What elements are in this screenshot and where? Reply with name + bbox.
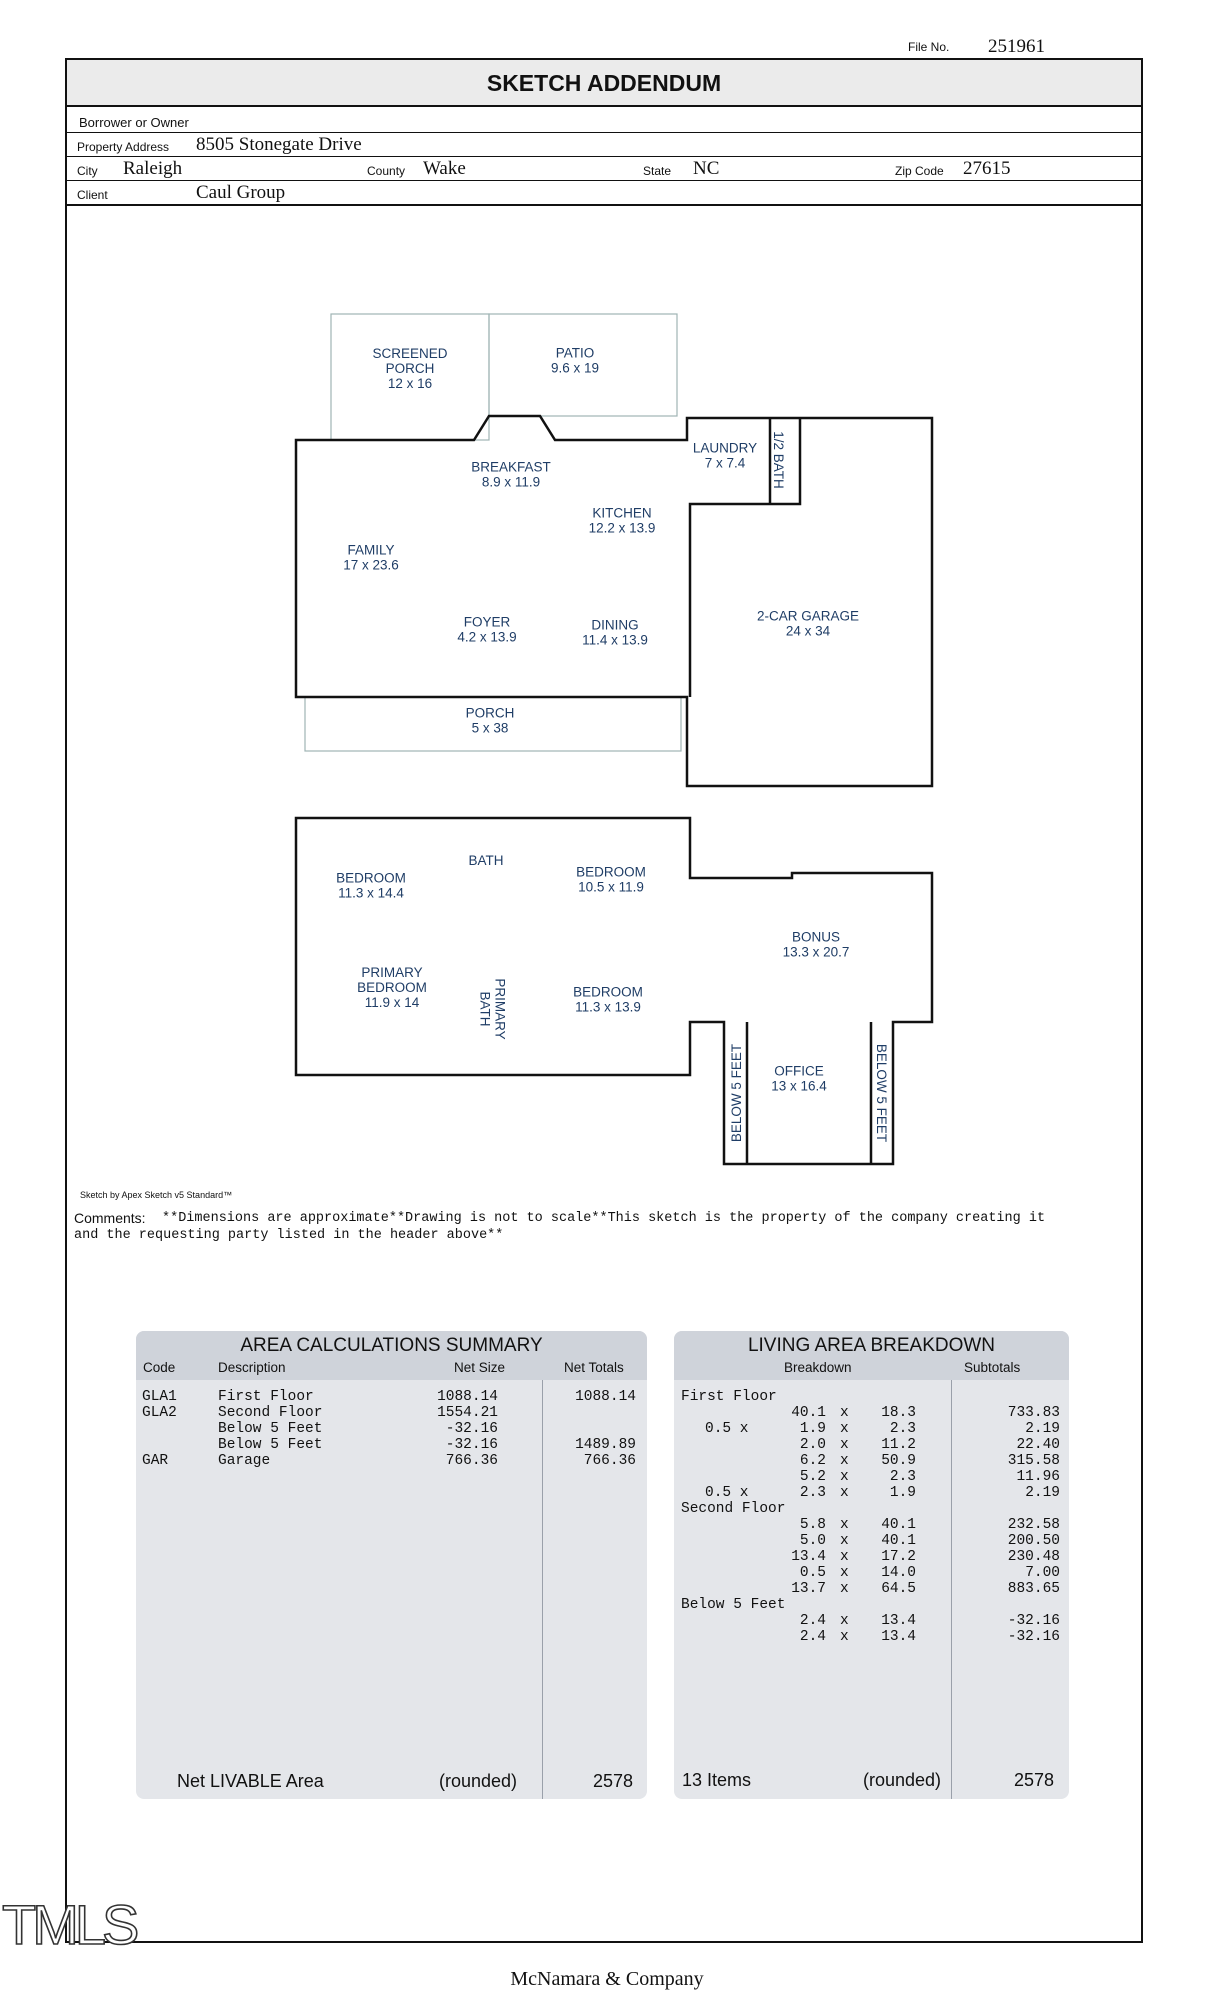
- room-label-primary-bedroom: [357, 965, 427, 1010]
- room-label-line: BEDROOM: [573, 984, 643, 1000]
- breakdown-cell-a: 40.1: [791, 1405, 826, 1421]
- room-label-line: 4.2 x 13.9: [457, 629, 517, 645]
- room-label-line: 12 x 16: [387, 376, 433, 391]
- breakdown-cell-sub: 315.58: [1007, 1453, 1060, 1469]
- breakdown-cell-a: 2.0: [799, 1437, 826, 1453]
- col-code: Code: [143, 1360, 176, 1375]
- city-label: City: [77, 164, 98, 178]
- col-subtotals: Subtotals: [964, 1360, 1021, 1375]
- room-label-bonus: [783, 930, 850, 960]
- breakdown-cell-label: Below 5 Feet: [681, 1597, 786, 1613]
- breakdown-cell-x: x: [840, 1517, 849, 1533]
- breakdown-cell-mult: 0.5 x: [705, 1485, 749, 1501]
- room-label-line: BEDROOM: [576, 864, 646, 880]
- area-row: [136, 1389, 647, 1405]
- living-breakdown-panel: [674, 1331, 1069, 1799]
- area-cell-size: 766.36: [445, 1453, 498, 1469]
- breakdown-row: [674, 1533, 1069, 1549]
- room-label-line: 2-CAR GARAGE: [756, 608, 860, 624]
- room-label-laundry: [693, 441, 757, 471]
- room-label-porch: [466, 706, 515, 736]
- area-cell-code: GLA1: [142, 1389, 177, 1405]
- breakdown-cell-x: x: [840, 1437, 849, 1453]
- items-count: 13 Items: [682, 1770, 752, 1790]
- file-no-value: 251961: [988, 36, 1045, 57]
- col-description: Description: [218, 1360, 286, 1375]
- room-label-line: BATH: [468, 853, 504, 868]
- area-cell-total: 1489.89: [575, 1437, 636, 1453]
- room-label-line: PRIMARY: [492, 978, 508, 1040]
- room-label-line: 12.2 x 13.9: [588, 520, 656, 536]
- col-net-size: Net Size: [454, 1360, 506, 1375]
- area-row: [136, 1437, 647, 1453]
- zip-label: Zip Code: [895, 164, 944, 178]
- county-label: County: [367, 164, 406, 178]
- sketch-credit: Sketch by Apex Sketch v5 Standard™: [80, 1190, 233, 1200]
- living-breakdown-rows: [674, 1389, 1069, 1645]
- breakdown-cell-x: x: [840, 1453, 849, 1469]
- breakdown-row: [674, 1597, 1069, 1613]
- breakdown-row: [674, 1501, 1069, 1517]
- breakdown-cell-a: 2.4: [799, 1629, 826, 1645]
- state-value: NC: [693, 158, 720, 179]
- breakdown-cell-b: 40.1: [881, 1533, 916, 1549]
- breakdown-cell-sub: 733.83: [1007, 1405, 1060, 1421]
- net-livable-rounded: (rounded): [439, 1771, 518, 1791]
- breakdown-cell-a: 2.3: [799, 1485, 826, 1501]
- breakdown-row: [674, 1517, 1069, 1533]
- room-label-bedroom-3: [573, 985, 643, 1015]
- room-label-kitchen: [589, 506, 656, 536]
- living-total: 2578: [1014, 1770, 1055, 1790]
- room-label-dining: [582, 618, 648, 648]
- room-label-garage: [757, 609, 859, 639]
- area-summary-panel: [136, 1331, 647, 1799]
- breakdown-cell-x: x: [840, 1581, 849, 1597]
- breakdown-row: [674, 1421, 1069, 1437]
- breakdown-row: [674, 1565, 1069, 1581]
- room-label-office: [771, 1064, 827, 1094]
- breakdown-cell-x: x: [840, 1485, 849, 1501]
- room-label-primary-bath: [478, 978, 508, 1039]
- room-label-line: BONUS: [791, 929, 841, 945]
- net-livable-total: 2578: [593, 1771, 634, 1791]
- room-label-family: [343, 543, 399, 573]
- city-value: Raleigh: [123, 158, 183, 179]
- net-livable-label: Net LIVABLE Area: [177, 1771, 324, 1791]
- room-label-line: 11.3 x 14.4: [338, 885, 404, 901]
- breakdown-cell-x: x: [840, 1421, 849, 1437]
- room-label-line: 13.3 x 20.7: [782, 944, 850, 960]
- room-label-line: 5 x 38: [471, 720, 509, 736]
- room-label-line: KITCHEN: [592, 505, 652, 521]
- living-breakdown-title: LIVING AREA BREAKDOWN: [747, 1335, 996, 1356]
- breakdown-cell-x: x: [840, 1549, 849, 1565]
- breakdown-cell-b: 40.1: [881, 1517, 916, 1533]
- col-net-totals: Net Totals: [564, 1360, 624, 1375]
- area-cell-code: GLA2: [142, 1405, 177, 1421]
- breakdown-cell-x: x: [840, 1533, 849, 1549]
- zip-value: 27615: [963, 158, 1011, 179]
- breakdown-cell-b: 11.2: [881, 1437, 916, 1453]
- area-cell-code: GAR: [142, 1453, 169, 1469]
- area-row: [136, 1405, 647, 1421]
- room-label-line: BATH: [477, 991, 493, 1027]
- breakdown-cell-x: x: [840, 1613, 849, 1629]
- breakdown-cell-mult: 0.5 x: [705, 1421, 749, 1437]
- breakdown-row: [674, 1613, 1069, 1629]
- breakdown-row: [674, 1469, 1069, 1485]
- tmls-watermark: TMLS: [2, 1893, 136, 1956]
- breakdown-cell-b: 17.2: [881, 1549, 916, 1565]
- room-label-line: BREAKFAST: [471, 459, 551, 475]
- breakdown-cell-a: 2.4: [799, 1613, 826, 1629]
- room-label-line: 11.4 x 13.9: [582, 632, 648, 648]
- room-label-line: 10.5 x 11.9: [578, 879, 644, 895]
- client-label: Client: [77, 188, 108, 202]
- area-cell-desc: Below 5 Feet: [218, 1421, 323, 1437]
- breakdown-cell-sub: 22.40: [1016, 1437, 1060, 1453]
- page-title: SKETCH ADDENDUM: [65, 58, 1143, 107]
- room-label-below-5-left: [729, 1044, 744, 1142]
- room-label-line: 17 x 23.6: [343, 557, 399, 573]
- breakdown-cell-sub: 11.96: [1016, 1469, 1060, 1485]
- property-label: Property Address: [77, 140, 170, 154]
- area-summary-title: AREA CALCULATIONS SUMMARY: [240, 1335, 543, 1356]
- room-label-line: LAUNDRY: [692, 440, 758, 456]
- breakdown-cell-sub: 200.50: [1007, 1533, 1060, 1549]
- room-label-line: DINING: [591, 617, 639, 633]
- breakdown-row: [674, 1581, 1069, 1597]
- room-label-patio: [551, 346, 599, 376]
- room-label-line: BEDROOM: [336, 870, 406, 886]
- breakdown-cell-b: 50.9: [881, 1453, 916, 1469]
- breakdown-cell-b: 18.3: [881, 1405, 916, 1421]
- room-label-bedroom-1: [336, 871, 406, 901]
- first-floor-outline: [296, 416, 932, 786]
- borrower-label: Borrower or Owner: [79, 115, 189, 130]
- breakdown-cell-x: x: [840, 1565, 849, 1581]
- col-breakdown: Breakdown: [784, 1360, 852, 1375]
- area-cell-size: -32.16: [445, 1437, 498, 1453]
- state-label: State: [643, 164, 672, 178]
- breakdown-row: [674, 1437, 1069, 1453]
- breakdown-cell-a: 13.7: [791, 1581, 826, 1597]
- area-cell-total: 766.36: [583, 1453, 636, 1469]
- breakdown-cell-sub: -32.16: [1007, 1629, 1060, 1645]
- breakdown-cell-label: Second Floor: [681, 1501, 786, 1517]
- room-label-line: SCREENED: [372, 346, 448, 361]
- company-name: McNamara & Company: [510, 1968, 704, 1990]
- breakdown-row: [674, 1453, 1069, 1469]
- room-label-line: BELOW 5 FEET: [874, 1043, 889, 1143]
- breakdown-cell-a: 5.2: [799, 1469, 826, 1485]
- room-label-line: 11.9 x 14: [364, 995, 420, 1010]
- breakdown-cell-label: First Floor: [681, 1389, 777, 1405]
- breakdown-cell-sub: 7.00: [1025, 1565, 1060, 1581]
- room-label-line: PATIO: [555, 345, 595, 361]
- room-label-line: PRIMARY: [361, 965, 423, 980]
- breakdown-cell-sub: 2.19: [1025, 1485, 1060, 1501]
- room-label-below-5-right: [874, 1044, 889, 1142]
- room-label-line: OFFICE: [774, 1063, 824, 1079]
- breakdown-cell-b: 1.9: [889, 1485, 916, 1501]
- area-cell-desc: First Floor: [218, 1389, 314, 1405]
- room-label-bath: [468, 853, 503, 868]
- breakdown-cell-sub: -32.16: [1007, 1613, 1060, 1629]
- breakdown-row: [674, 1485, 1069, 1501]
- breakdown-cell-a: 13.4: [791, 1549, 826, 1565]
- breakdown-cell-a: 6.2: [799, 1453, 826, 1469]
- breakdown-cell-sub: 2.19: [1025, 1421, 1060, 1437]
- breakdown-cell-b: 2.3: [889, 1421, 916, 1437]
- breakdown-cell-b: 14.0: [881, 1565, 916, 1581]
- room-label-breakfast: [471, 460, 551, 490]
- room-label-half-bath: [771, 431, 786, 489]
- breakdown-cell-sub: 883.65: [1007, 1581, 1060, 1597]
- county-value: Wake: [423, 158, 466, 179]
- breakdown-cell-b: 13.4: [881, 1613, 916, 1629]
- breakdown-row: [674, 1629, 1069, 1645]
- room-label-bedroom-2: [576, 865, 646, 895]
- area-cell-desc: Second Floor: [218, 1405, 323, 1421]
- breakdown-cell-b: 64.5: [881, 1581, 916, 1597]
- room-label-line: 8.9 x 11.9: [481, 474, 541, 490]
- room-label-line: 7 x 7.4: [704, 455, 746, 471]
- breakdown-row: [674, 1549, 1069, 1565]
- room-label-line: FAMILY: [347, 542, 395, 558]
- room-label-line: BEDROOM: [357, 980, 427, 995]
- room-label-line: 11.3 x 13.9: [575, 999, 641, 1015]
- breakdown-cell-a: 5.0: [799, 1533, 826, 1549]
- room-label-line: FOYER: [463, 614, 511, 630]
- area-cell-size: -32.16: [445, 1421, 498, 1437]
- breakdown-cell-sub: 230.48: [1007, 1549, 1060, 1565]
- area-cell-size: 1554.21: [437, 1405, 498, 1421]
- room-label-foyer: [457, 615, 516, 645]
- area-cell-desc: Garage: [218, 1453, 271, 1469]
- comments-label: Comments:: [74, 1210, 146, 1226]
- file-no-label: File No.: [908, 40, 950, 54]
- room-label-line: 9.6 x 19: [550, 360, 600, 376]
- breakdown-cell-a: 0.5: [799, 1565, 826, 1581]
- area-summary-rows: [136, 1389, 647, 1469]
- area-cell-total: 1088.14: [575, 1389, 636, 1405]
- breakdown-cell-x: x: [840, 1629, 849, 1645]
- comments-line-1: **Dimensions are approximate**Drawing is not to scale**This sketch is the property of the company creating it: [162, 1211, 1046, 1226]
- breakdown-cell-b: 13.4: [881, 1629, 916, 1645]
- breakdown-cell-b: 2.3: [889, 1469, 916, 1485]
- breakdown-cell-a: 5.8: [799, 1517, 826, 1533]
- breakdown-cell-a: 1.9: [799, 1421, 826, 1437]
- comments-line-2: and the requesting party listed in the header above**: [74, 1228, 504, 1243]
- area-row: [136, 1421, 647, 1437]
- room-label-line: PORCH: [385, 361, 435, 376]
- breakdown-row: [674, 1405, 1069, 1421]
- room-label-line: BELOW 5 FEET: [729, 1043, 744, 1143]
- living-rounded: (rounded): [863, 1770, 942, 1790]
- room-label-line: PORCH: [465, 705, 515, 721]
- area-row: [136, 1453, 647, 1469]
- breakdown-cell-x: x: [840, 1469, 849, 1485]
- room-label-line: 24 x 34: [785, 623, 831, 639]
- room-label-line: 1/2 BATH: [771, 431, 786, 489]
- area-cell-size: 1088.14: [437, 1389, 498, 1405]
- property-value: 8505 Stonegate Drive: [196, 134, 362, 155]
- room-label-line: 13 x 16.4: [771, 1078, 827, 1094]
- room-label-screened-porch: [372, 346, 447, 391]
- breakdown-cell-sub: 232.58: [1007, 1517, 1060, 1533]
- breakdown-cell-x: x: [840, 1405, 849, 1421]
- client-value: Caul Group: [196, 182, 286, 203]
- breakdown-row: [674, 1389, 1069, 1405]
- area-cell-desc: Below 5 Feet: [218, 1437, 323, 1453]
